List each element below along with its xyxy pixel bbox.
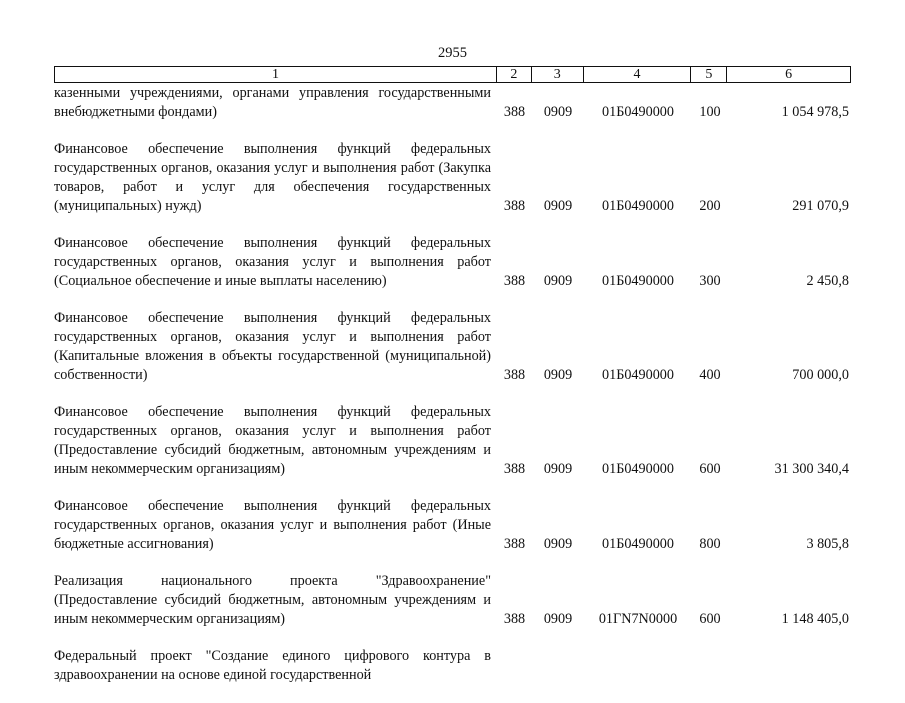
header-col-3: 3 xyxy=(532,67,584,82)
table-body xyxy=(54,84,851,703)
row-col2: 388 xyxy=(503,461,526,477)
row-col4: 01Б0490000 xyxy=(602,536,674,552)
row-col6: 1 054 978,5 xyxy=(781,104,849,120)
header-col-4: 4 xyxy=(584,67,692,82)
row-col3: 0909 xyxy=(543,273,573,289)
row-col5: 200 xyxy=(699,198,721,214)
row-col6: 31 300 340,4 xyxy=(774,461,849,477)
row-col4: 01Б0490000 xyxy=(602,104,674,120)
row-col4: 01ГN7N0000 xyxy=(598,611,678,627)
row-col3: 0909 xyxy=(543,367,573,383)
row-col2: 388 xyxy=(503,104,526,120)
row-col2: 388 xyxy=(503,536,526,552)
row-description: Федеральный проект "Создание единого цифрового контура в здравоохранении на основе единой государственной xyxy=(54,648,491,683)
row-col5: 600 xyxy=(699,461,721,477)
row-col4: 01Б0490000 xyxy=(602,367,674,383)
row-col5: 100 xyxy=(699,104,721,120)
header-col-6: 6 xyxy=(785,67,793,82)
row-col6: 2 450,8 xyxy=(806,273,849,289)
row-description: Финансовое обеспечение выполнения функций федеральных государственных органов, оказания услуг и выполнения работ (Предоставление субсидий бюджетным, автономным учреждениям и иным некоммерческим организациям) xyxy=(54,404,491,477)
table-row xyxy=(54,309,851,385)
table-row xyxy=(54,403,851,479)
table-row xyxy=(54,572,851,629)
header-col-2: 2 xyxy=(497,67,532,82)
row-col3: 0909 xyxy=(543,611,573,627)
row-col5: 400 xyxy=(699,367,721,383)
row-col2: 388 xyxy=(503,198,526,214)
row-col2: 388 xyxy=(503,273,526,289)
row-col5: 300 xyxy=(699,273,721,289)
row-col6: 3 805,8 xyxy=(806,536,849,552)
table-row xyxy=(54,84,851,122)
header-col-1: 1 xyxy=(55,67,497,82)
table-row xyxy=(54,140,851,216)
row-description: Реализация национального проекта "Здравоохранение" (Предоставление субсидий бюджетным, автономным учреждениям и иным некоммерческим организациям) xyxy=(54,573,491,627)
row-description: Финансовое обеспечение выполнения функций федеральных государственных органов, оказания услуг и выполнения работ (Социальное обеспечение и иные выплаты населению) xyxy=(54,235,491,289)
row-col5: 600 xyxy=(699,611,721,627)
table-row xyxy=(54,234,851,291)
table-row xyxy=(54,497,851,554)
row-description: Финансовое обеспечение выполнения функций федеральных государственных органов, оказания услуг и выполнения работ (Закупка товаров, работ и услуг для обеспечения государственных (муниципальных) нужд) xyxy=(54,141,491,214)
row-col2: 388 xyxy=(503,367,526,383)
page-number: 2955 xyxy=(438,45,467,61)
row-col4: 01Б0490000 xyxy=(602,198,674,214)
row-col6: 700 000,0 xyxy=(792,367,849,383)
row-col3: 0909 xyxy=(543,198,573,214)
row-description: Финансовое обеспечение выполнения функций федеральных государственных органов, оказания услуг и выполнения работ (Иные бюджетные ассигнования) xyxy=(54,498,491,552)
row-col3: 0909 xyxy=(543,536,573,552)
row-col6: 1 148 405,0 xyxy=(781,611,849,627)
row-col4: 01Б0490000 xyxy=(602,273,674,289)
row-col4: 01Б0490000 xyxy=(602,461,674,477)
row-col2: 388 xyxy=(503,611,526,627)
row-description: казенными учреждениями, органами управления государственными внебюджетными фондами) xyxy=(54,85,491,120)
row-col3: 0909 xyxy=(543,461,573,477)
row-col5: 800 xyxy=(699,536,721,552)
table-row xyxy=(54,647,851,685)
row-col6: 291 070,9 xyxy=(792,198,849,214)
row-description: Финансовое обеспечение выполнения функций федеральных государственных органов, оказания услуг и выполнения работ (Капитальные вложения в объекты государственной (муниципальной) собственности) xyxy=(54,310,491,383)
header-col-5: 5 xyxy=(691,67,727,82)
table-header xyxy=(54,66,851,83)
row-col3: 0909 xyxy=(543,104,573,120)
